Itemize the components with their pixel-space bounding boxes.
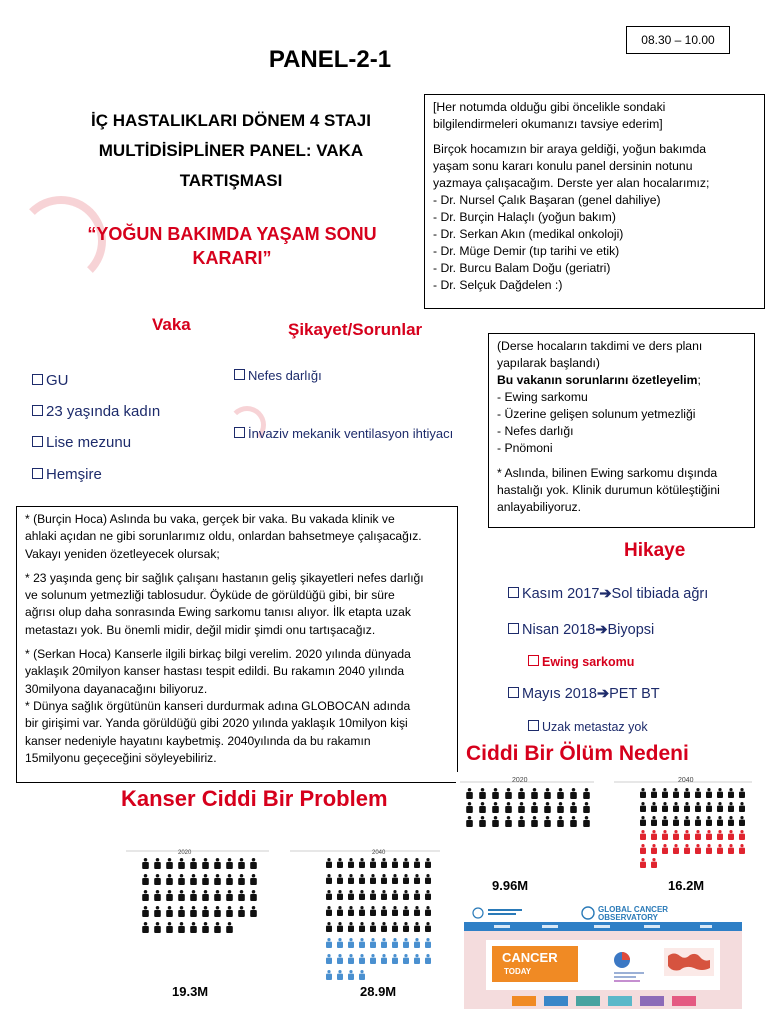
course-line: İÇ HASTALIKLARI DÖNEM 4 STAJI (91, 111, 371, 130)
course-title (48, 106, 414, 196)
sikayet-item (234, 426, 453, 441)
note-line: [Her notumda olduğu gibi öncelikle sondaki (433, 100, 666, 114)
problems-box (488, 333, 755, 528)
checkbox-bullet-icon (32, 374, 43, 385)
nav-link (542, 925, 558, 928)
death-cause-title: Ciddi Bir Ölüm Nedeni (466, 742, 689, 765)
problem-item: - Nefes darlığı (497, 424, 574, 438)
vaka-item (32, 466, 102, 483)
history-date: Mayıs 2018 (522, 686, 597, 702)
teacher-item: - Dr. Selçuk Dağdelen :) (433, 278, 563, 292)
nav-link (494, 925, 510, 928)
history-text: Biyopsi (607, 622, 655, 638)
vaka-item (32, 434, 131, 451)
hikaye-title: Hikaye (624, 540, 686, 561)
gco-module-tab (544, 996, 568, 1006)
note-line: Birçok hocamızın bir araya geldiği, yoğun bakımda (433, 142, 707, 156)
sikayet-title: Şikayet/Sorunlar (288, 320, 423, 339)
vaka-item (32, 372, 69, 389)
problems-foot: anlayabiliyoruz. (497, 500, 582, 514)
problems-heading-text: Bu vakanın sorunlarını özetleyelim (497, 373, 698, 387)
checkbox-bullet-icon (32, 468, 43, 479)
gco-module-tab (640, 996, 664, 1006)
death-pictogram-chart (456, 772, 756, 900)
chart-background (126, 846, 440, 1004)
teacher-item: - Dr. Burcu Balam Doğu (geriatri) (433, 261, 611, 275)
story-line: ve solunum yetmezliği tablosudur. Öyküde de görüldüğü gibi, bir süre (25, 588, 395, 603)
topic-line: “YOĞUN BAKIMDA YAŞAM SONU (87, 224, 377, 244)
story-paragraph (25, 646, 449, 767)
problems-foot: hastalığı yok. Klinik durumun kötüleştiğini (497, 483, 720, 497)
sikayet-item-label: Nefes darlığı (248, 368, 322, 383)
history-date: Kasım 2017 (522, 586, 600, 602)
vaka-title: Vaka (152, 315, 191, 334)
topic-line: KARARI” (192, 248, 272, 268)
problems-heading-suffix: ; (697, 373, 701, 387)
arrow-right-icon: ➔ (595, 622, 608, 638)
note-line: yaşam sonu kararı konulu panel dersinin notunu (433, 159, 693, 173)
value-label: 16.2M (668, 878, 705, 893)
story-line: * 23 yaşında genç bir sağlık çalışanı hastanın geliş şikayetleri nefes darlığı (25, 570, 424, 585)
vaka-item (32, 403, 160, 420)
sikayet-item (234, 368, 322, 383)
story-paragraph (25, 570, 449, 639)
problems-line: yapılarak başlandı) (497, 356, 600, 370)
arrow-right-icon: ➔ (599, 586, 612, 602)
teacher-item: - Dr. Serkan Akın (medikal onkoloji) (433, 227, 624, 241)
gco-module-tab (672, 996, 696, 1006)
sikayet-item-label: İnvaziv mekanik ventilasyon ihtiyacı (248, 426, 454, 441)
logo-text-line (488, 913, 516, 915)
vaka-item-label: 23 yaşında kadın (46, 403, 161, 420)
year-label: 2020 (512, 777, 528, 784)
nav-link (644, 925, 660, 928)
history-item (508, 622, 654, 638)
history-subitem (528, 655, 634, 669)
history-subitem (528, 720, 648, 734)
story-line: ağrısı olup daha sonrasında Ewing sarkomu tanısı alıyor. İlk etapta uzak (25, 605, 411, 620)
history-date: Nisan 2018 (522, 622, 596, 638)
teacher-item: - Dr. Müge Demir (tıp tarihi ve etik) (433, 244, 620, 258)
year-label: 2040 (372, 850, 386, 856)
cancer-pictogram-chart (126, 846, 440, 1004)
topic-title (52, 222, 412, 270)
panel-title: PANEL-2-1 (268, 46, 392, 73)
course-line: TARTIŞMASI (179, 171, 283, 190)
note-line: yazmaya çalışacağım. Derste yer alan hocalarımız; (433, 176, 710, 190)
story-line: 15milyonu geçeceğini söyleyebiliriz. (25, 750, 217, 765)
nav-link (594, 925, 610, 928)
problem-item: - Ewing sarkomu (497, 390, 588, 404)
cancer-today-word: TODAY (504, 967, 532, 976)
history-item (508, 686, 660, 702)
gco-title-line: OBSERVATORY (598, 913, 659, 922)
vaka-item-label: Lise mezunu (46, 434, 132, 451)
nav-link (700, 925, 712, 928)
year-label: 2040 (678, 777, 694, 784)
problems-heading (497, 372, 746, 389)
value-label: 28.9M (360, 984, 397, 999)
vaka-item-label: Hemşire (46, 466, 102, 483)
story-line: 30milyona dayanacağını biliyoruz. (25, 681, 208, 696)
story-line: * Dünya sağlık örgütünün kanseri durdurmak adına GLOBOCAN adında (25, 698, 411, 713)
gco-module-tab (576, 996, 600, 1006)
story-line: metastazı yok. Bu önemli midir, değil midir şimdi onu tartışacağız. (25, 622, 376, 637)
problems-line: (Derse hocaların takdimi ve ders planı (497, 339, 703, 353)
problem-item: - Pnömoni (497, 441, 553, 455)
history-subitem-label: Uzak metastaz yok (542, 720, 648, 734)
checkbox-bullet-icon (528, 720, 539, 731)
story-line: yaklaşık 20milyon kanser hastası tespit edildi. Bu rakamın 2040 yılında (25, 664, 405, 679)
checkbox-bullet-icon (508, 623, 519, 634)
cancer-problem-title: Kanser Ciddi Bir Problem (121, 786, 388, 811)
story-line: * (Burçin Hoca) Aslında bu vaka, gerçek bir vaka. Bu vakada klinik ve (25, 512, 395, 526)
teacher-item: - Dr. Nursel Çalık Başaran (genel dahiliye) (433, 193, 661, 207)
year-label: 2020 (178, 850, 192, 856)
value-label: 19.3M (172, 984, 209, 999)
logo-text-line (488, 909, 522, 911)
checkbox-bullet-icon (32, 405, 43, 416)
bar-thumbnail (614, 972, 644, 974)
story-line: ahlaki açıdan ne gibi sorunlarımız oldu, onlardan bahsetmeye çalışacağız. (25, 529, 422, 544)
arrow-right-icon: ➔ (596, 686, 610, 702)
teacher-item: - Dr. Burçin Halaçlı (yoğun bakım) (433, 210, 616, 224)
checkbox-bullet-icon (234, 427, 245, 438)
checkbox-bullet-icon (234, 369, 245, 380)
problem-item: - Üzerine gelişen solunum yetmezliği (497, 407, 696, 421)
story-line: kanser nedeniyle hayatını kaybetmiş. 2040yılında da bu rakamın (25, 733, 371, 748)
bar-thumbnail (614, 980, 640, 982)
gco-website-preview (464, 904, 742, 1009)
story-line: bir girişimi var. Yanda görüldüğü gibi 2020 yılında yaklaşık 10milyon kişi (25, 716, 408, 731)
history-text: Sol tibiada ağrı (611, 586, 709, 602)
story-paragraph (25, 511, 449, 563)
gco-title-line: GLOBAL CANCER (598, 905, 669, 914)
history-item (508, 586, 708, 602)
story-box (16, 506, 458, 783)
checkbox-bullet-icon (32, 436, 43, 447)
time-box (626, 26, 730, 54)
note-intro (433, 99, 756, 133)
gco-module-tab (608, 996, 632, 1006)
cancer-today-word: CANCER (502, 950, 558, 965)
history-text: PET BT (609, 686, 660, 702)
gco-module-tab (512, 996, 536, 1006)
problems-foot: * Aslında, bilinen Ewing sarkomu dışında (497, 466, 718, 480)
story-line: * (Serkan Hoca) Kanserle ilgili birkaç bilgi verelim. 2020 yılında dünyada (25, 647, 411, 662)
time-text: 08.30 – 10.00 (641, 33, 715, 47)
checkbox-bullet-icon (508, 687, 519, 698)
gco-preview-graphic (464, 904, 742, 1009)
bar-thumbnail (614, 976, 636, 978)
checkbox-bullet-icon (528, 655, 539, 666)
history-subitem-label: Ewing sarkomu (542, 655, 635, 669)
author-note (424, 94, 765, 309)
story-line: Vakayı yeniden özetleyecek olursak; (25, 546, 220, 561)
note-line: bilgilendirmeleri okumanızı tavsiye ederim] (433, 117, 663, 131)
value-label: 9.96M (492, 878, 529, 893)
checkbox-bullet-icon (508, 587, 519, 598)
course-line: MULTİDİSİPLİNER PANEL: VAKA (98, 141, 364, 160)
vaka-item-label: GU (46, 372, 69, 389)
